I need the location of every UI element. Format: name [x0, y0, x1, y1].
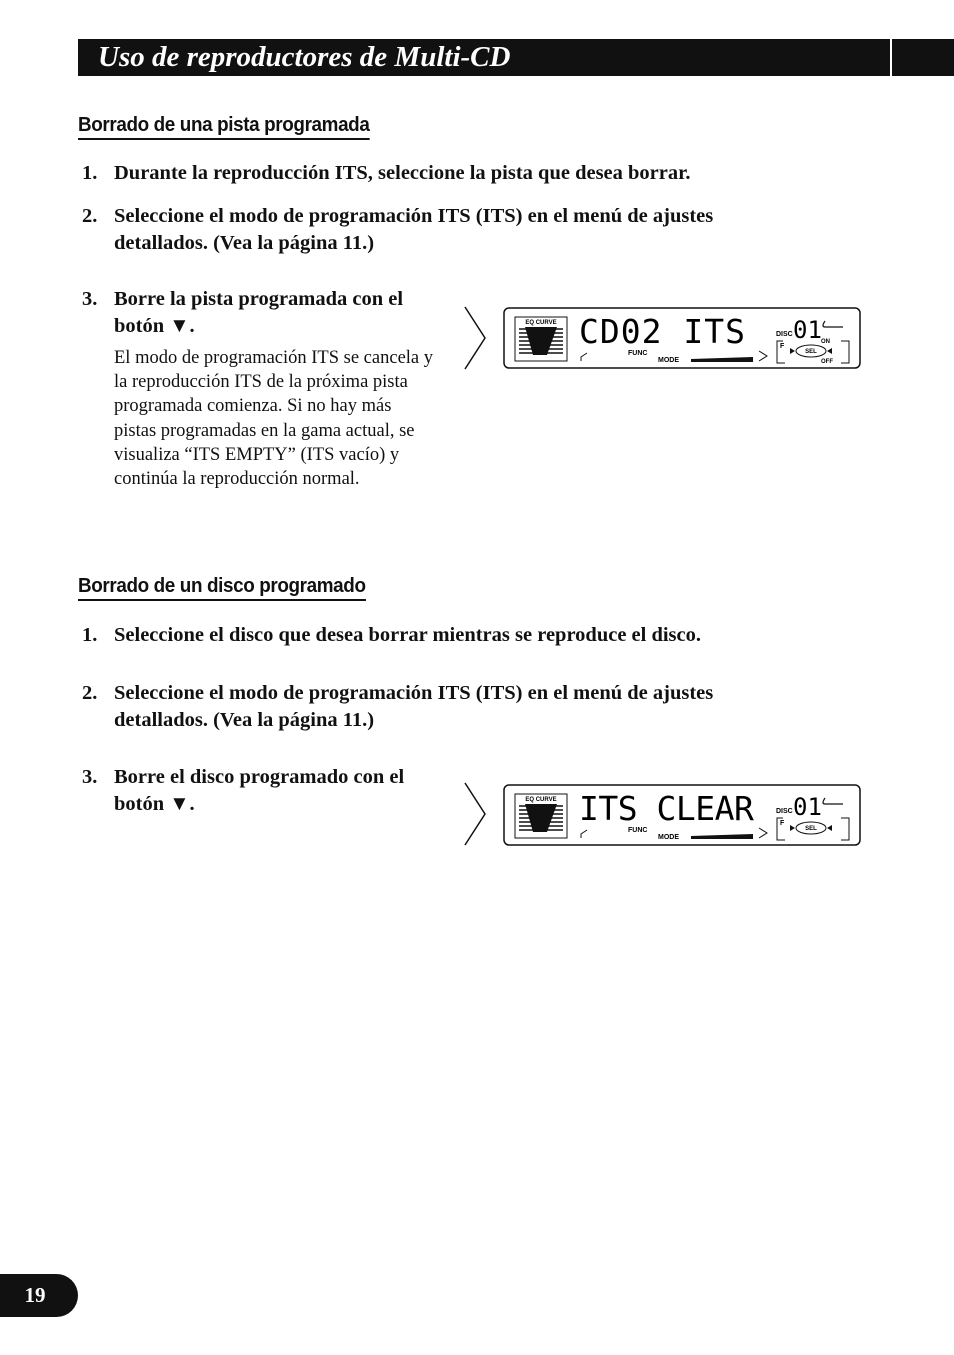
step-2-text: Seleccione el modo de programación ITS (ITS) en el menú de ajustes: [114, 205, 714, 227]
page-number: 19: [24, 1283, 46, 1307]
page-number-tab: [0, 1274, 78, 1317]
step-2-text-cont: detallados. (Vea la página 11.): [114, 232, 375, 254]
sel-label: SEL: [805, 826, 817, 832]
header-divider: [890, 39, 892, 76]
step-number: 3.: [82, 766, 98, 788]
off-label: OFF: [821, 359, 833, 365]
eq-curve-label: EQ CURVE: [525, 320, 557, 326]
step-3-text-cont: botón ▼.: [114, 793, 195, 815]
lcd-main-text: ITS CLEAR: [579, 789, 754, 828]
lcd-display-its-clear: [503, 784, 861, 846]
step-2-text-cont: detallados. (Vea la página 11.): [114, 709, 375, 731]
step-3-text: Borre la pista programada con el: [114, 288, 404, 310]
step-2-text: Seleccione el modo de programación ITS (ITS) en el menú de ajustes: [114, 682, 714, 704]
step-1-text: Seleccione el disco que desea borrar mientras se reproduce el disco.: [114, 624, 702, 646]
mode-label: MODE: [658, 834, 679, 841]
step-number: 2.: [82, 682, 98, 704]
disc-label: DISC: [776, 331, 793, 338]
disc-number: 01: [793, 793, 822, 821]
func-label: FUNC: [628, 350, 648, 357]
step-1-text: Durante la reproducción ITS, seleccione la pista que desea borrar.: [114, 162, 691, 184]
sel-label: SEL: [805, 349, 817, 355]
chapter-header: [78, 39, 954, 76]
f-label: F: [780, 820, 785, 827]
lcd-display-its: [503, 307, 861, 369]
step-3-description: El modo de programación ITS se cancela y la reproducción ITS de la próxima pista programada comienza. Si no hay más pistas programadas en la gama actual, se visualiza “ITS EMPTY” (ITS vacío) y continúa la reproducción normal.: [114, 348, 434, 490]
step-number: 1.: [82, 624, 98, 646]
section-title-delete-track: Borrado de una pista programada: [78, 113, 369, 140]
disc-number: 01: [793, 316, 822, 344]
on-label: ON: [821, 339, 830, 345]
step-number: 3.: [82, 288, 98, 310]
pointer-arrow-icon: [463, 305, 489, 371]
chapter-title: Uso de reproductores de Multi-CD: [98, 41, 511, 73]
step-number: 1.: [82, 162, 98, 184]
step-3-text: Borre el disco programado con el: [114, 766, 405, 788]
lcd-main-text: CD02 ITS: [579, 312, 746, 351]
step-number: 2.: [82, 205, 98, 227]
step-3-text-cont: botón ▼.: [114, 315, 195, 337]
func-label: FUNC: [628, 827, 648, 834]
disc-label: DISC: [776, 808, 793, 815]
eq-curve-label: EQ CURVE: [525, 797, 557, 803]
mode-label: MODE: [658, 357, 679, 364]
pointer-arrow-icon: [463, 781, 489, 847]
section-title-delete-disc: Borrado de un disco programado: [78, 574, 366, 601]
f-label: F: [780, 343, 785, 350]
